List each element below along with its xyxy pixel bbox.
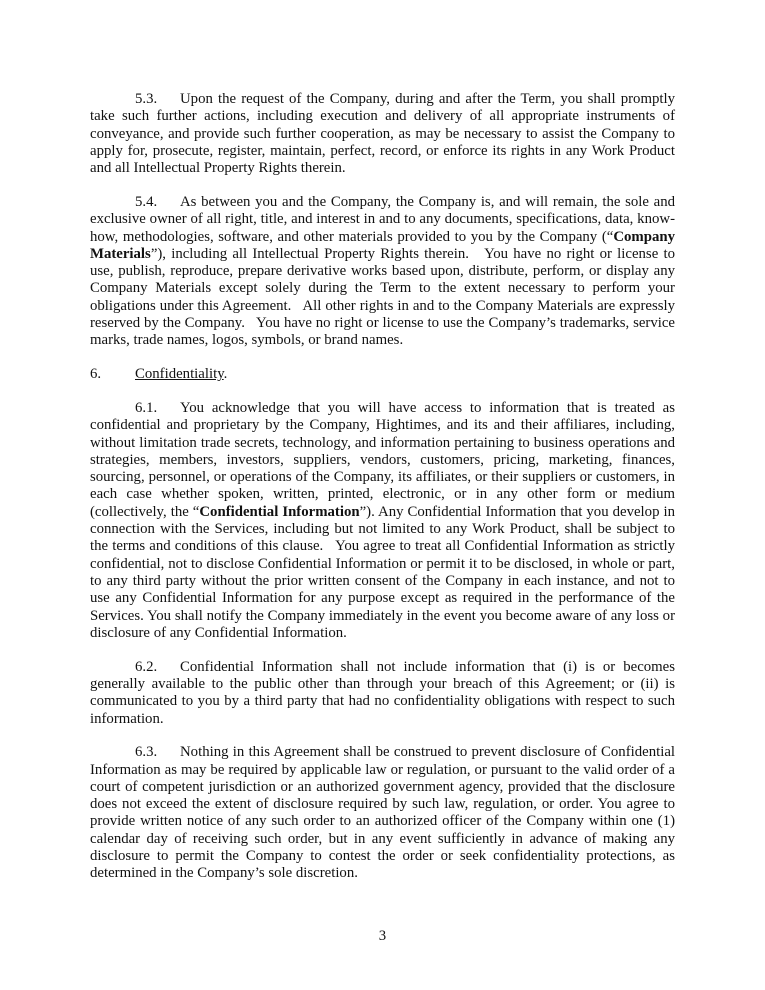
section-text: Confidential Information shall not include information that (i) is or becomes generally available to the public other than through your breach of this Agreement; or (ii) is communicated to you by a third party that had no confidentiality obligations with respect to such information. xyxy=(90,658,675,727)
section-text: ”). Any Confidential Information that you develop in connection with the Services, including but not limited to any Work Product, shall be subject to the terms and conditions of this clause. You agree to treat all Confidential Information as strictly confidential, not to disclose Confidential Information or permit it to be disclosed, in whole or part, to any third party without the prior written consent of the Company in each instance, and not to use any Confidential Information for any purpose except as required in the performance of the Services. You shall notify the Company immediately in the event you become aware of any loss or disclosure of any Confidential Information. xyxy=(90,503,679,641)
section-number: 5.3. xyxy=(135,91,158,107)
section-number: 6.2. xyxy=(135,658,158,675)
page-number: 3 xyxy=(378,928,387,944)
section-number: 6.3. xyxy=(135,744,158,761)
defined-term: Confidential Information xyxy=(199,503,360,520)
section-number: 6.1. xyxy=(135,399,158,416)
section-number: 5.4. xyxy=(135,193,158,210)
section-text: You acknowledge that you will have access to information that is treated as confidential and proprietary by the Company, Hightimes, and its and their affiliares, including, without limitation trade secrets, technology, and information pertaining to business operations and strategies, members, investors, suppliers, vendors, customers, pricing, marketing, finances, sourcing, personnel, or operations of the Company, its affiliates, or their suppliers or customers, in each case whether spoken, written, printed, electronic, or in any other form or medium (collectively, the “ xyxy=(90,399,675,520)
section-6-2 xyxy=(90,659,675,728)
section-6-3 xyxy=(90,744,675,882)
section-text: ”), including all Intellectual Property Rights therein. You have no right or license to use, publish, reproduce, prepare derivative works based upon, distribute, perform, or display any Company Materials except solely during the Term to the extent necessary to perform your obligations under this Agreement. All other rights in and to the Company Materials are expressly reserved by the Company. You have no right or license to use the Company’s trademarks, service marks, trade names, logos, symbols, or brand names. xyxy=(90,245,679,349)
section-number: 6. xyxy=(90,366,102,383)
section-5-3 xyxy=(90,91,675,177)
section-6-1 xyxy=(90,399,679,642)
section-title: Confidentiality xyxy=(135,366,224,383)
section-text: As between you and the Company, the Company is, and will remain, the sole and exclusive owner of all right, title, and interest in and to any documents, specifications, data, know-how, methodologies, software, and other materials provided to you by the Company (“ xyxy=(90,193,675,245)
heading-punct: . xyxy=(223,366,228,383)
section-5-4 xyxy=(90,193,679,350)
section-text: Nothing in this Agreement shall be construed to prevent disclosure of Confidential Information as may be required by applicable law or regulation, or pursuant to the valid order of a court of competent jurisdiction or an authorized government agency, provided that the disclosure does not exceed the extent of disclosure required by such law, regulation, or order. You agree to provide written notice of any such order to an authorized officer of the Company within one (1) calendar day of receiving such order, but in any event sufficiently in advance of making any disclosure to permit the Company to contest the order or seek confidentiality protections, as determined in the Company’s sole discretion. xyxy=(90,744,675,882)
section-text: Upon the request of the Company, during and after the Term, you shall promptly take such further actions, including execution and delivery of all appropriate instruments of conveyance, and provide such further cooperation, as may be necessary to assist the Company to apply for, prosecute, register, maintain, perfect, record, or enforce its rights in any Work Product and all Intellectual Property Rights therein. xyxy=(90,91,675,177)
section-6-heading xyxy=(90,366,675,383)
defined-term: Company Materials xyxy=(90,228,675,262)
document-page xyxy=(90,91,679,899)
